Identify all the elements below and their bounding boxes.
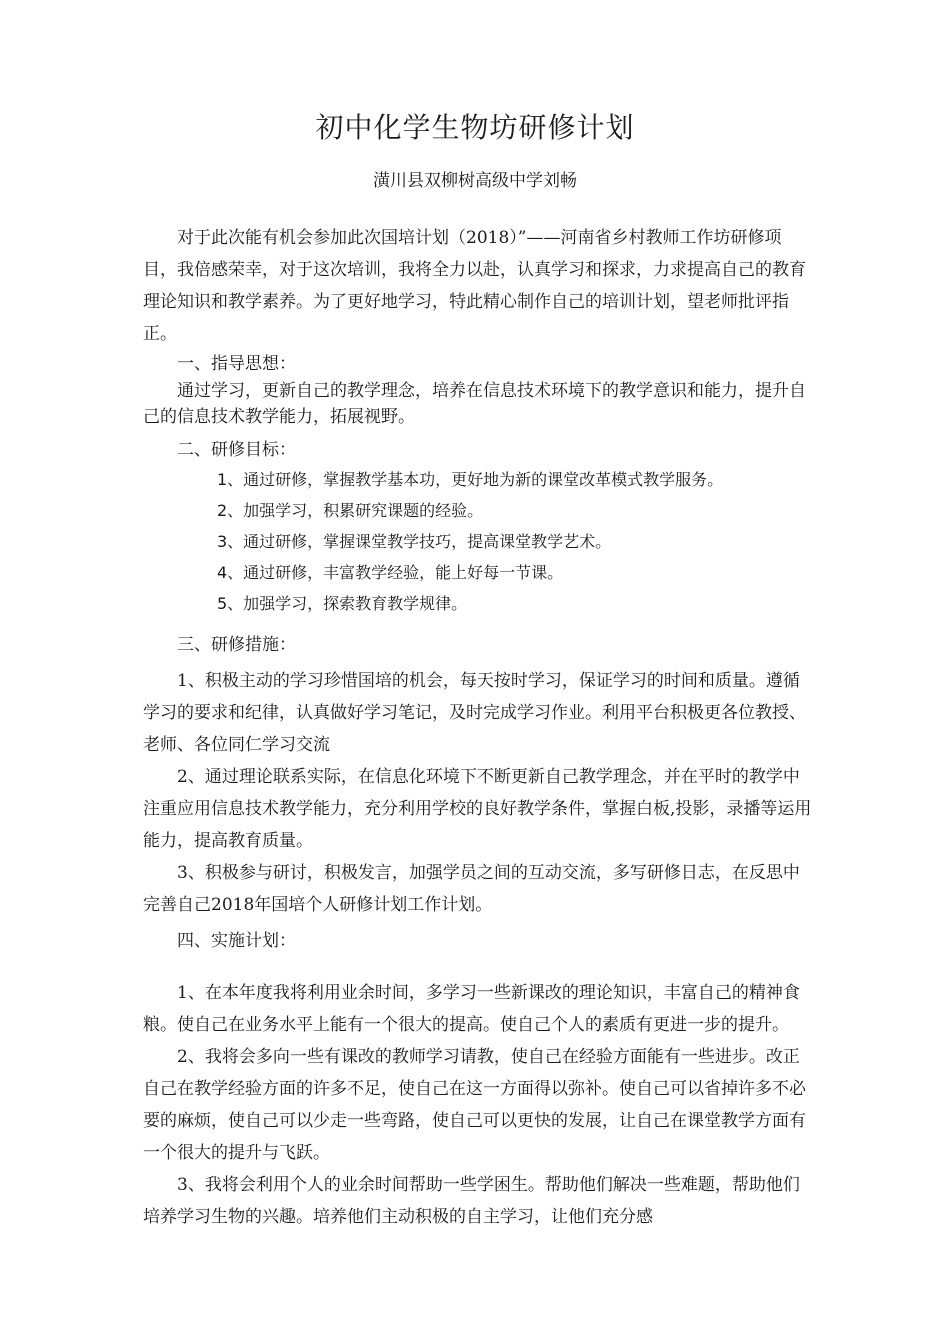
intro-paragraph: 对于此次能有机会参加此次国培计划（2018）”——河南省乡村教师工作坊研修项目，我倍感荣幸，对于这次培训，我将全力以赴，认真学习和探求，力求提高自己的教育理论知识和教学素养。为了更好地学习，特此精心制作自己的培训计划，望老师批评指正。 bbox=[143, 228, 806, 344]
goal-item: 3、通过研修，掌握课堂教学技巧，提高课堂教学艺术。 bbox=[217, 532, 612, 551]
goal-item: 1、通过研修，掌握教学基本功，更好地为新的课堂改革模式教学服务。 bbox=[217, 470, 724, 489]
implementation-paragraph: 3、我将会利用个人的业余时间帮助一些学困生。帮助他们解决一些难题，帮助他们培养学习生物的兴趣。培养他们主动积极的自主学习，让他们充分感 bbox=[143, 1175, 800, 1227]
implementation-paragraph: 1、在本年度我将利用业余时间，多学习一些新课改的理论知识，丰富自己的精神食粮。使自己在业务水平上能有一个很大的提高。使自己个人的素质有更进一步的提升。 bbox=[143, 983, 800, 1035]
section-heading-measures: 三、研修措施： bbox=[177, 635, 296, 655]
implementation-paragraph: 2、我将会多向一些有课改的教师学习请教，使自己在经验方面能有一些进步。改正自己在教学经验方面的许多不足，使自己在这一方面得以弥补。使自己可以省掉许多不必要的麻烦，使自己可以少走一些弯路，使自己可以更快的发展，让自己在课堂教学方面有一个很大的提升与飞跃。 bbox=[143, 1047, 806, 1163]
measure-paragraph: 2、通过理论联系实际，在信息化环境下不断更新自己教学理念，并在平时的教学中注重应用信息技术教学能力，充分利用学校的良好教学条件，掌握白板,投影，录播等运用能力，提高教育质量。 bbox=[143, 767, 812, 851]
measure-paragraph: 1、积极主动的学习珍惜国培的机会，每天按时学习，保证学习的时间和质量。遵循学习的要求和纪律，认真做好学习笔记，及时完成学习作业。利用平台积极更各位教授、老师、各位同仁学习交流 bbox=[143, 671, 806, 755]
section-heading-guiding-thought: 一、指导思想： bbox=[177, 354, 296, 374]
guiding-thought-paragraph: 通过学习，更新自己的教学理念，培养在信息技术环境下的教学意识和能力，提升自己的信息技术教学能力，拓展视野。 bbox=[143, 381, 806, 427]
document-author: 潢川县双柳树高级中学刘畅 bbox=[373, 171, 577, 191]
goal-item: 2、加强学习，积累研究课题的经验。 bbox=[217, 501, 484, 520]
measure-paragraph: 3、积极参与研讨，积极发言，加强学员之间的互动交流，多写研修日志，在反思中完善自己2018年国培个人研修计划工作计划。 bbox=[143, 863, 800, 915]
section-heading-implementation: 四、实施计划： bbox=[177, 931, 296, 951]
document-body bbox=[143, 222, 815, 1233]
document-title: 初中化学生物坊研修计划 bbox=[315, 111, 635, 144]
section-heading-goals: 二、研修目标： bbox=[177, 440, 296, 460]
goal-item: 5、加强学习，探索教育教学规律。 bbox=[217, 594, 468, 613]
goal-item: 4、通过研修，丰富教学经验，能上好每一节课。 bbox=[217, 563, 564, 582]
